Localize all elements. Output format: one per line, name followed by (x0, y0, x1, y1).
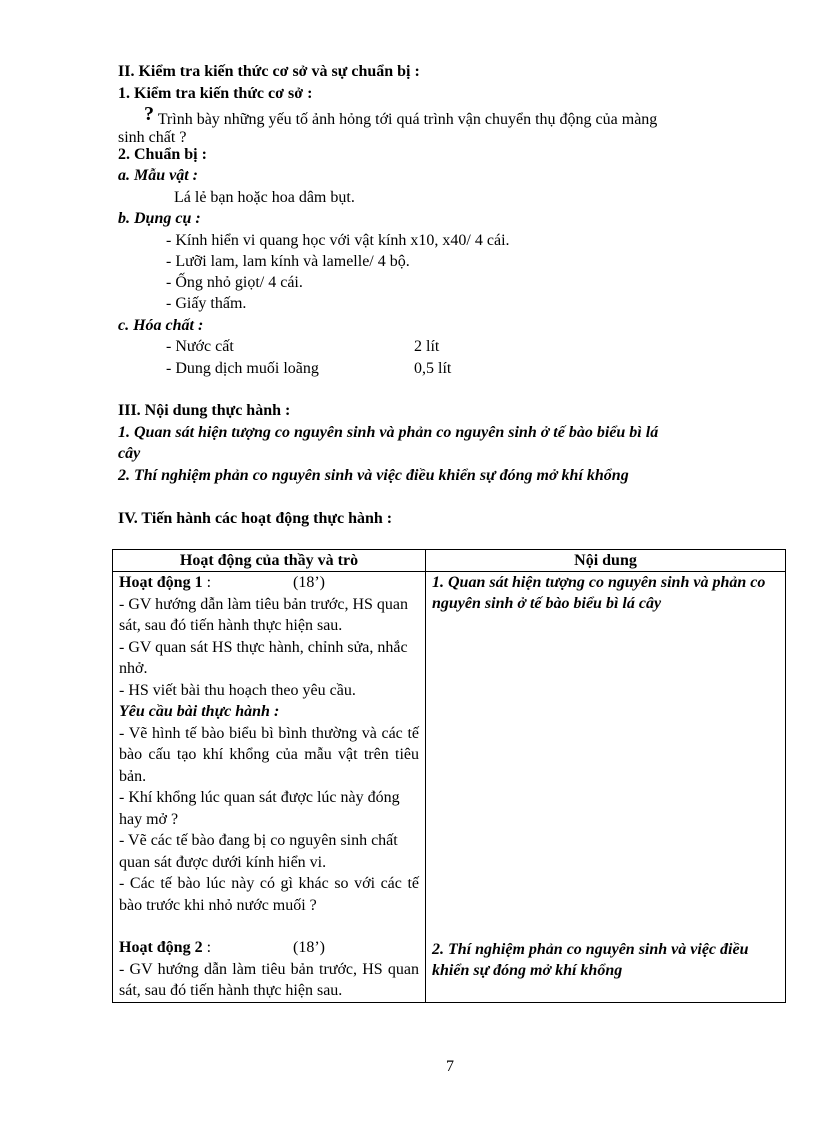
tools-label: b. Dụng cụ : (118, 210, 201, 227)
preparation-heading: 2. Chuẩn bị : (118, 146, 207, 163)
content-item-1: 1. Quan sát hiện tượng co nguyên sinh và phản co nguyên sinh ở tế bào biểu bì lá (118, 424, 659, 441)
activity-line: - GV quan sát HS thực hành, chỉnh sửa, nhắc nhở. (119, 638, 408, 677)
requirement-line: - Các tế bào lúc này có gì khác so với các tế bào trước khi nhỏ nước muối ? (119, 875, 419, 914)
chemical-qty: 2 lít (414, 338, 440, 355)
header-content: Nội dung (426, 550, 786, 572)
question-mark: ? (144, 103, 154, 125)
content-item-2: 2. Thí nghiệm phản co nguyên sinh và việc điều khiển sự đóng mở khí khổng (118, 467, 629, 484)
requirement-line: - Vẽ hình tế bào biểu bì bình thường và các tế bào cấu tạo khí khổng của mẫu vật trên tiêu bản. (119, 724, 419, 785)
header-activities: Hoạt động của thầy và trò (113, 550, 426, 572)
content-item-1-cont: cây (118, 445, 141, 462)
page-number: 7 (446, 1058, 454, 1075)
content-cell (426, 572, 786, 1003)
table-row (113, 572, 786, 1003)
content-2: 2. Thí nghiệm phản co nguyên sinh và việc điều khiển sự đóng mở khí khổng (432, 941, 749, 979)
section-4-heading: IV. Tiến hành các hoạt động thực hành : (118, 510, 393, 527)
tool-item: - Kính hiển vi quang học với vật kính x10, x40/ 4 cái. (166, 232, 510, 249)
question-line-2: sinh chất ? (118, 129, 187, 146)
specimen-label: a. Mẫu vật : (118, 167, 198, 184)
question-text: Trình bày những yếu tố ảnh hỏng tới quá trình vận chuyển thụ động của màng (157, 111, 658, 128)
tool-item: - Ống nhỏ giọt/ 4 cái. (166, 274, 303, 291)
chemicals-label: c. Hóa chất : (118, 317, 204, 334)
activity-table (112, 549, 786, 1003)
chemical-qty: 0,5 lít (414, 360, 452, 377)
specimen-text: Lá lẻ bạn hoặc hoa dâm bụt. (174, 189, 355, 206)
chemical-name: - Dung dịch muối loãng (166, 360, 319, 377)
activity-1-time: (18’) (293, 574, 325, 591)
activity-2-title (119, 937, 419, 959)
requirements-label: Yêu cầu bài thực hành : (119, 703, 280, 720)
activity-2-sep: : (202, 939, 212, 956)
activity-1-title (119, 572, 419, 594)
spacer (119, 916, 419, 937)
requirement-line: - Vẽ các tế bào đang bị co nguyên sinh chất quan sát được dưới kính hiển vi. (119, 832, 398, 871)
section-3-heading: III. Nội dung thực hành : (118, 402, 291, 419)
activity-line: - GV hướng dẫn làm tiêu bản trước, HS quan sát, sau đó tiến hành thực hiện sau. (119, 595, 409, 634)
knowledge-check-heading: 1. Kiểm tra kiến thức cơ sở : (118, 85, 313, 102)
table-header-row (113, 550, 786, 572)
requirement-line: - Khí khổng lúc quan sát được lúc này đóng hay mở ? (119, 789, 400, 828)
question-line-1 (118, 103, 658, 130)
activity-line: - HS viết bài thu hoạch theo yêu cầu. (119, 681, 356, 699)
activity-1-label: Hoạt động 1 (119, 574, 203, 591)
content-1: 1. Quan sát hiện tượng co nguyên sinh và phản co nguyên sinh ở tế bào biểu bì lá cây (432, 574, 766, 612)
tool-item: - Giấy thấm. (166, 295, 247, 312)
activities-cell (113, 572, 426, 1003)
activity-2-time: (18’) (293, 939, 325, 956)
chemical-name: - Nước cất (166, 338, 234, 355)
section-2-heading: II. Kiểm tra kiến thức cơ sở và sự chuẩn bị : (118, 63, 420, 80)
tool-item: - Lưỡi lam, lam kính và lamelle/ 4 bộ. (166, 253, 410, 270)
activity-2-label: Hoạt động 2 (119, 939, 203, 956)
activity-line: - GV hướng dẫn làm tiêu bản trước, HS quan sát, sau đó tiến hành thực hiện sau. (119, 960, 419, 999)
activity-1-sep: : (202, 574, 212, 591)
